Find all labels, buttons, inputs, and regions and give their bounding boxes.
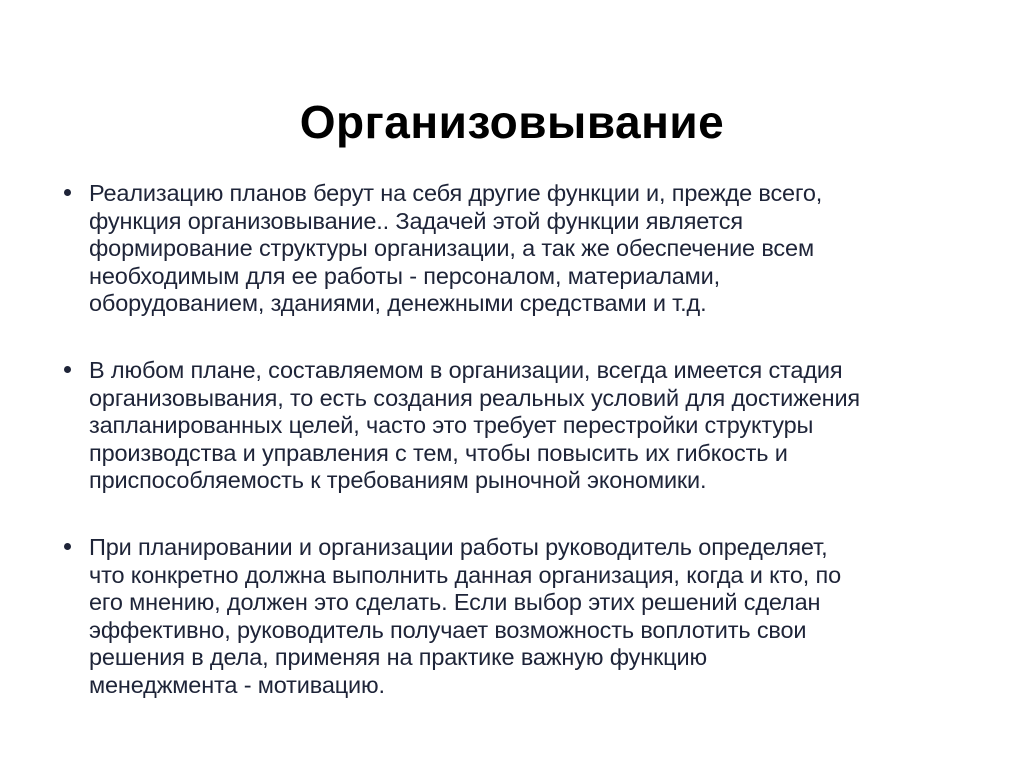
bullet-text-line: При планировании и организации работы руководитель определяет, [89,534,828,560]
bullet-text-line: В любом плане, составляемом в организации, всегда имеется стадия [89,357,843,383]
bullet-text-line: менеджмента - мотивацию. [89,671,385,698]
bullet-text-line: запланированных целей, часто это требует перестройки структуры [89,412,814,438]
bullet-text-line: приспособляемость к требованиям рыночной экономики. [89,467,707,493]
bullet-text [89,534,989,699]
slide-title: Организовывание [299,96,725,148]
bullet-text-line: эффективно, руководитель получает возможность воплотить свои [89,616,807,643]
bullet-text-line: решения в дела, применяя на практике важную функцию [89,644,707,670]
bullet-text-line: организовывания, то есть создания реальных условий для достижения [89,384,861,411]
bullet-text-line: его мнению, должен это сделать. Если выбор этих решений сделан [89,589,821,615]
bullet-text-line: оборудованием, зданиями, денежными средствами и т.д. [89,290,707,316]
bullet-text [89,180,989,318]
bullet-text-line: Реализацию планов берут на себя другие функции и, прежде всего, [89,180,823,206]
bullet-text-line: что конкретно должна выполнить данная организация, когда и кто, по [89,561,842,588]
bullet-text-line: необходимым для ее работы - персоналом, материалами, [89,262,721,289]
bullet-text-line: производства и управления с тем, чтобы повысить их гибкость и [89,439,788,466]
bullet-text-line: функция организовывание.. Задачей этой функции является [89,207,743,234]
bullet-text [89,357,989,495]
bullet-text-line: формирование структуры организации, а так же обеспечение всем [89,235,814,261]
